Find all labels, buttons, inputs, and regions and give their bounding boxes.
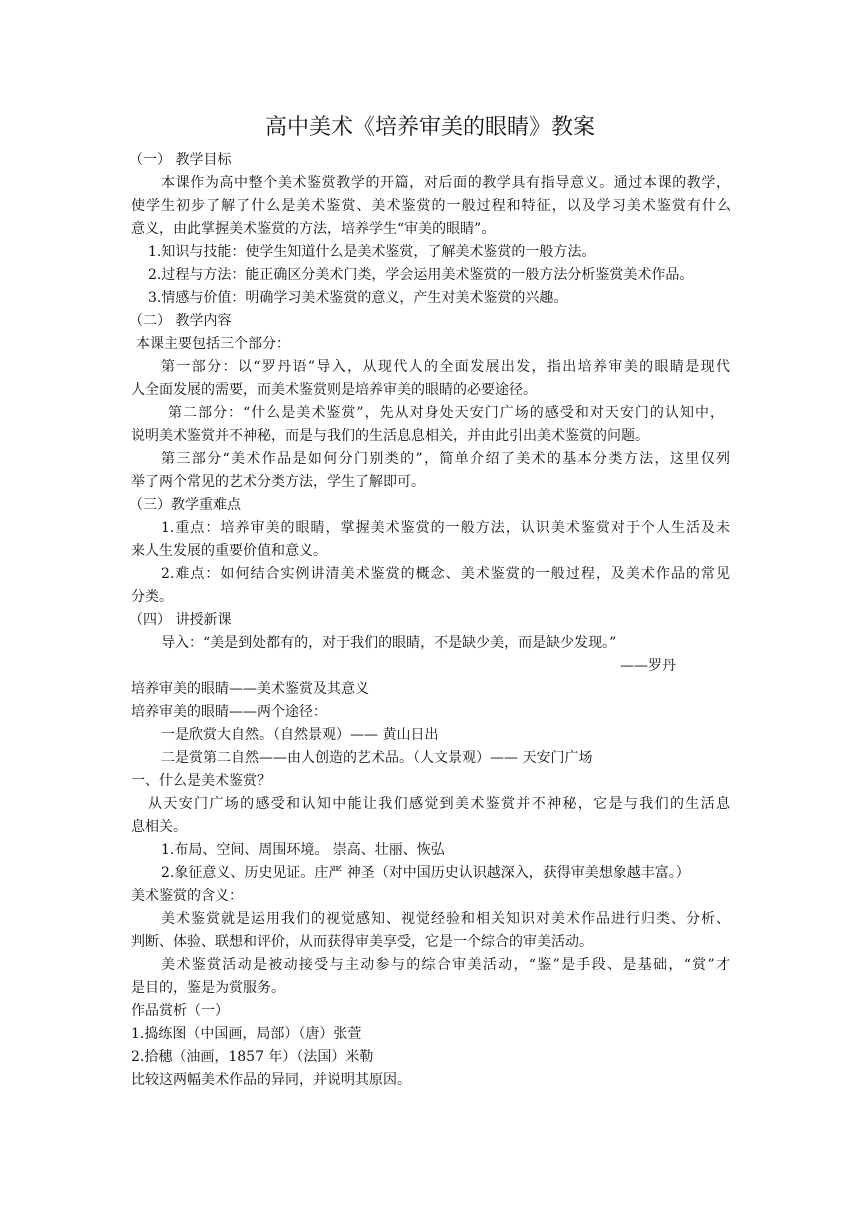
- quote-line: 导入：“美是到处都有的，对于我们的眼睛，不是缺少美，而是缺少发现。”: [161, 635, 617, 651]
- paragraph-line: 培养审美的眼睛——两个途径：: [131, 704, 327, 720]
- paragraph-line: 本课主要包括三个部分：: [136, 336, 290, 352]
- section-heading: （四） 讲授新课: [129, 612, 232, 628]
- paragraph-line: 使学生初步了解了什么是美术鉴赏、美术鉴赏的一般过程和特征，以及学习美术鉴赏有什么: [131, 198, 731, 214]
- paragraph-line: 说明美术鉴赏并不神秘，而是与我们的生活息息相关，并由此引出美术鉴赏的问题。: [131, 428, 649, 444]
- paragraph-line: 第三部分“美术作品是如何分门别类的”，简单介绍了美术的基本分类方法，这里仅列: [161, 451, 730, 467]
- paragraph-line: 意义，由此掌握美术鉴赏的方法，培养学生“审美的眼睛”。: [131, 221, 496, 237]
- paragraph-line: 本课作为高中整个美术鉴赏教学的开篇，对后面的教学具有指导意义。通过本课的教学，: [161, 175, 730, 191]
- list-item: 一是欣赏大自然。（自然景观）—— 黄山日出: [161, 727, 439, 743]
- list-item: 3.情感与价值：明确学习美术鉴赏的意义，产生对美术鉴赏的兴趣。: [148, 290, 568, 306]
- paragraph-line: 人全面发展的需要，而美术鉴赏则是培养审美的眼睛的必要途径。: [131, 382, 537, 398]
- list-item: 1.捣练图（中国画，局部）（唐）张萱: [131, 1026, 362, 1042]
- paragraph-line: 从天安门广场的感受和认知中能让我们感觉到美术鉴赏并不神秘，它是与我们的生活息: [148, 796, 730, 812]
- paragraph-line: 美术鉴赏的含义：: [131, 888, 243, 904]
- section-heading: 一、什么是美术鉴赏？: [131, 773, 271, 789]
- paragraph-line: 第一部分：以“罗丹语”导入，从现代人的全面发展出发，指出培养审美的眼睛是现代: [161, 359, 730, 375]
- list-item: 2.过程与方法：能正确区分美术门类，学会运用美术鉴赏的一般方法分析鉴赏美术作品。: [148, 267, 694, 283]
- paragraph-line: 来人生发展的重要价值和意义。: [131, 543, 327, 559]
- paragraph-line: 1.重点：培养审美的眼睛，掌握美术鉴赏的一般方法，认识美术鉴赏对于个人生活及未: [161, 520, 730, 536]
- section-heading: （二） 教学内容: [129, 313, 232, 329]
- list-item: 2.拾穗（油画，1857 年）（法国）米勒: [131, 1049, 374, 1065]
- list-item: 二是赏第二自然——由人创造的艺术品。（人文景观）—— 天安门广场: [161, 750, 593, 766]
- document-title: 高中美术《培养审美的眼睛》教案: [264, 115, 595, 140]
- section-heading: （一） 教学目标: [129, 152, 232, 168]
- paragraph-line: 是目的，鉴是为赏服务。: [131, 980, 285, 996]
- paragraph-line: 第二部分：“什么是美术鉴赏”，先从对身处天安门广场的感受和对天安门的认知中，: [168, 405, 724, 421]
- paragraph-line: 分类。: [131, 589, 173, 605]
- paragraph-line: 判断、体验、联想和评价，从而获得审美享受，它是一个综合的审美活动。: [131, 934, 593, 950]
- list-item: 1.布局、空间、周围环境。 崇高、壮丽、恢弘: [161, 842, 445, 858]
- section-heading: 作品赏析（一）: [131, 1003, 229, 1019]
- paragraph-line: 2.难点：如何结合实例讲清美术鉴赏的概念、美术鉴赏的一般过程，及美术作品的常见: [161, 566, 730, 582]
- section-heading: （三）教学重难点: [129, 497, 241, 513]
- paragraph-line: 美术鉴赏活动是被动接受与主动参与的综合审美活动，“鉴”是手段、是基础，“赏”才: [161, 957, 730, 973]
- paragraph-line: 举了两个常见的艺术分类方法，学生了解即可。: [131, 474, 425, 490]
- paragraph-line: 息相关。: [131, 819, 187, 835]
- list-item: 1.知识与技能：使学生知道什么是美术鉴赏，了解美术鉴赏的一般方法。: [148, 244, 596, 260]
- list-item: 2.象征意义、历史见证。庄严 神圣（对中国历史认识越深入，获得审美想象越丰富。）: [161, 865, 690, 881]
- paragraph-line: 培养审美的眼睛——美术鉴赏及其意义: [131, 681, 369, 697]
- paragraph-line: 比较这两幅美术作品的异同，并说明其原因。: [131, 1072, 411, 1088]
- paragraph-line: 美术鉴赏就是运用我们的视觉感知、视觉经验和相关知识对美术作品进行归类、分析、: [161, 911, 730, 927]
- quote-attribution: ——罗丹: [620, 658, 676, 674]
